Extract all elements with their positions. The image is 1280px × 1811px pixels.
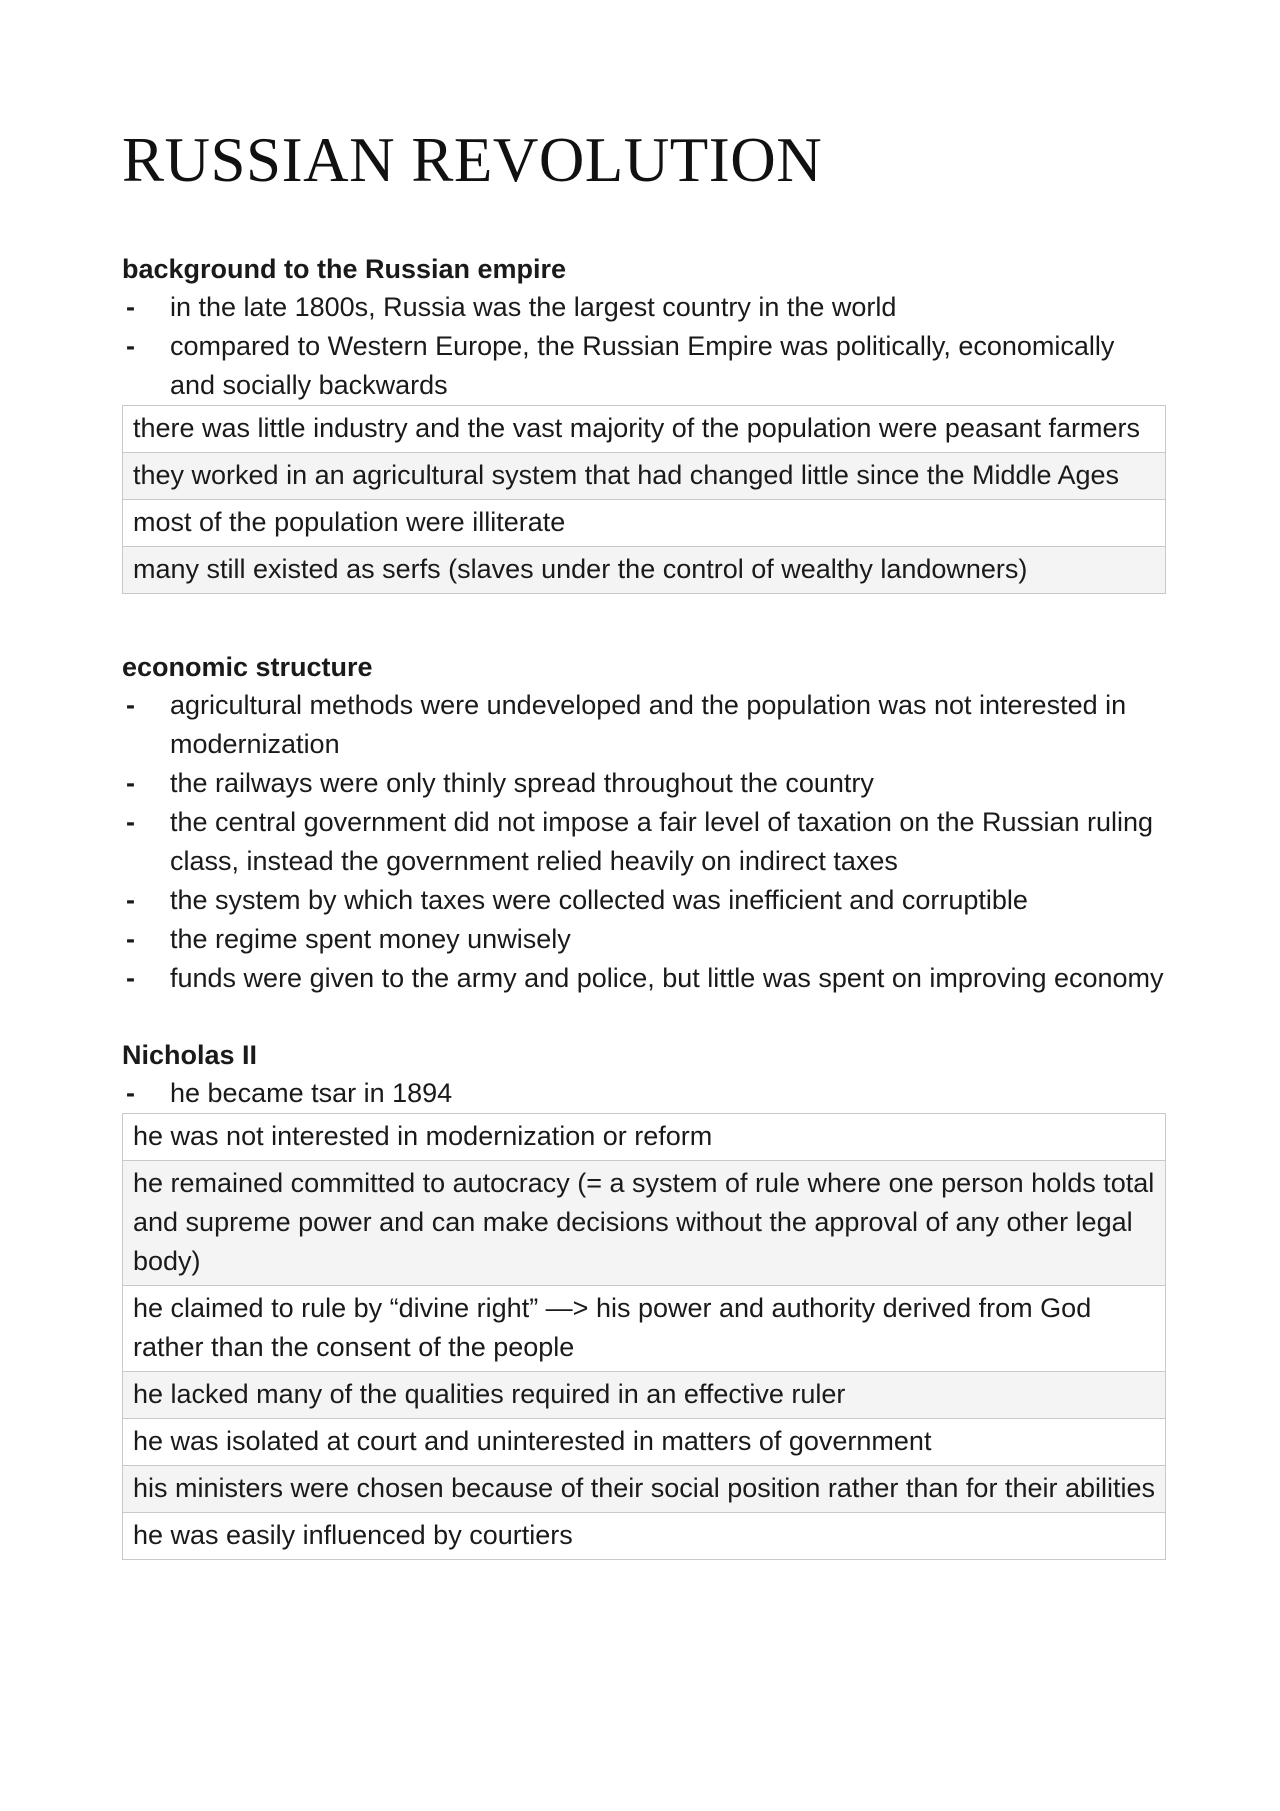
table-cell: his ministers were chosen because of their social position rather than for their abilities [123,1466,1166,1513]
table-row [123,1114,1166,1161]
list-item-text: the system by which taxes were collected was inefficient and corruptible [170,885,1028,915]
table-cell: he was isolated at court and uninterested in matters of government [123,1419,1166,1466]
dash-marker: - [126,690,135,720]
table-row [123,1513,1166,1560]
page-title: RUSSIAN REVOLUTION [122,125,823,195]
table-row [123,1466,1166,1513]
facts-table [122,405,1166,594]
section-heading: Nicholas II [122,1040,258,1070]
bullet-list [122,1074,1166,1113]
list-item-text: funds were given to the army and police, but little was spent on improving economy [170,963,1164,993]
table-cell: there was little industry and the vast majority of the population were peasant farmers [123,406,1166,453]
list-item-text: the regime spent money unwisely [170,924,571,954]
list-item [122,1074,1166,1113]
section-nicholas-ii [122,1036,1166,1560]
list-item-text: agricultural methods were undeveloped and the population was not interested in modernization [170,690,1127,759]
table-cell: he claimed to rule by “divine right” —> his power and authority derived from God rather than the consent of the people [123,1286,1166,1372]
dash-marker: - [126,768,135,798]
table-row [123,547,1166,594]
bullet-list [122,686,1166,998]
dash-marker: - [126,292,135,322]
list-item [122,803,1166,881]
dash-marker: - [126,331,135,361]
list-item-text: the railways were only thinly spread throughout the country [170,768,874,798]
table-row [123,1286,1166,1372]
dash-marker: - [126,807,135,837]
dash-marker: - [126,963,135,993]
table-row [123,1372,1166,1419]
table-cell: they worked in an agricultural system that had changed little since the Middle Ages [123,453,1166,500]
facts-table [122,1113,1166,1560]
list-item [122,764,1166,803]
table-row [123,1161,1166,1286]
section-heading: background to the Russian empire [122,254,567,284]
table-cell: many still existed as serfs (slaves under the control of wealthy landowners) [123,547,1166,594]
dash-marker: - [126,924,135,954]
spacer [122,998,1166,1036]
list-item [122,920,1166,959]
table-row [123,500,1166,547]
dash-marker: - [126,885,135,915]
table-cell: he lacked many of the qualities required in an effective ruler [123,1372,1166,1419]
table-row [123,406,1166,453]
table-cell: he was easily influenced by courtiers [123,1513,1166,1560]
list-item [122,288,1166,327]
list-item-text: the central government did not impose a fair level of taxation on the Russian ruling class, instead the government relied heavily on indirect taxes [170,807,1154,876]
table-row [123,1419,1166,1466]
list-item-text: in the late 1800s, Russia was the largest country in the world [170,292,897,322]
list-item [122,881,1166,920]
list-item-text: he became tsar in 1894 [170,1078,453,1108]
bullet-list [122,288,1166,405]
section-economic-structure [122,648,1166,998]
section-background [122,250,1166,594]
dash-marker: - [126,1078,135,1108]
list-item [122,959,1166,998]
list-item [122,686,1166,764]
list-item-text: compared to Western Europe, the Russian Empire was politically, economically and socially backwards [170,331,1115,400]
table-cell: he remained committed to autocracy (= a system of rule where one person holds total and supreme power and can make decisions without the approval of any other legal body) [123,1161,1166,1286]
spacer [122,594,1166,648]
table-row [123,453,1166,500]
table-cell: he was not interested in modernization or reform [123,1114,1166,1161]
list-item [122,327,1166,405]
table-cell: most of the population were illiterate [123,500,1166,547]
document-content [122,120,1166,1560]
section-heading: economic structure [122,652,373,682]
